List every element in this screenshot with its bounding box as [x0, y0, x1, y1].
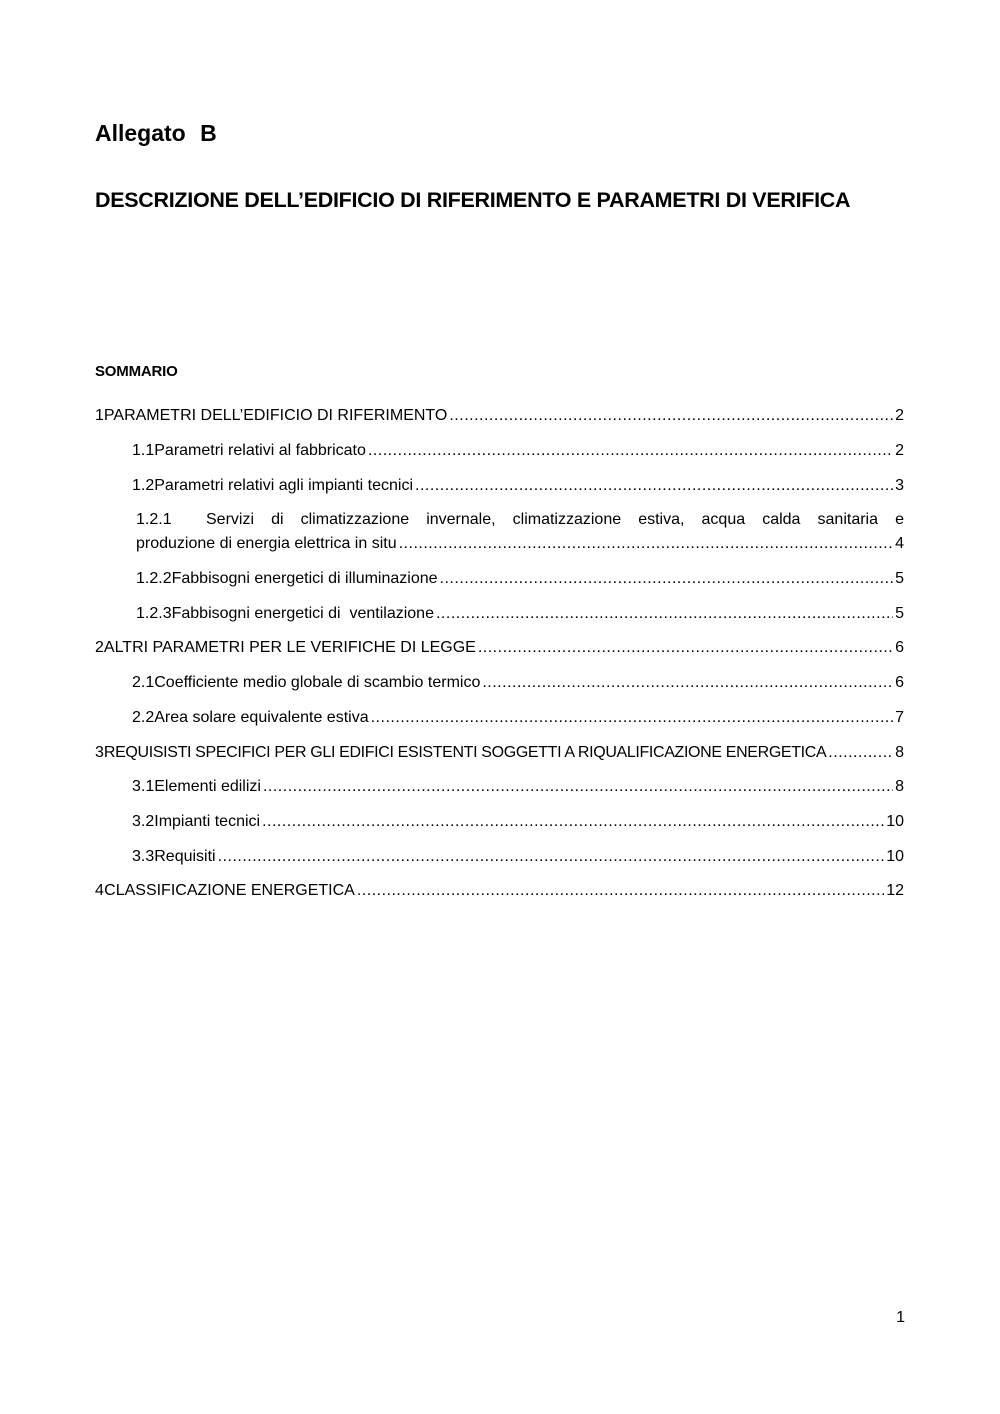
- toc-entry-3-1[interactable]: [132, 775, 904, 799]
- toc-entry-2[interactable]: [95, 636, 904, 660]
- toc-entry-title: PARAMETRI DELL’EDIFICIO DI RIFERIMENTO: [103, 407, 448, 424]
- toc-entry-3[interactable]: [95, 741, 904, 765]
- toc-dot-leader: [371, 706, 893, 730]
- toc-entry-4[interactable]: [95, 879, 904, 903]
- toc-dot-leader: [436, 602, 893, 626]
- toc-dot-leader: [218, 845, 885, 869]
- toc-word: di: [271, 511, 284, 528]
- toc-entry-1[interactable]: [95, 404, 904, 428]
- toc-entry-3-3[interactable]: [132, 845, 904, 869]
- toc-entry-page: 6: [895, 639, 904, 656]
- toc-entry-number: 2.1: [132, 674, 155, 691]
- toc-entry-number: 2: [95, 639, 104, 656]
- toc-entry-number: 4: [95, 882, 104, 899]
- toc-dot-leader: [449, 404, 893, 428]
- toc-entry-page: 10: [886, 813, 904, 830]
- toc-entry-page: 5: [895, 605, 904, 622]
- annex-label: Allegato B: [95, 120, 217, 146]
- toc-entry-number: 1: [95, 407, 104, 424]
- toc-dot-leader: [263, 775, 893, 799]
- toc-entry-title: CLASSIFICAZIONE ENERGETICA: [104, 882, 355, 899]
- toc-entry-page: 8: [895, 778, 904, 795]
- toc-dot-leader: [440, 567, 894, 591]
- toc-entry-page: 7: [895, 709, 904, 726]
- toc-entry-number: 1.2.2: [136, 570, 172, 587]
- toc-word: climatizzazione: [512, 511, 622, 528]
- toc-word: calda: [762, 511, 801, 528]
- toc-dot-leader: [482, 671, 893, 695]
- toc-dot-leader: [262, 810, 884, 834]
- toc-entry-title: Parametri relativi al fabbricato: [154, 442, 366, 459]
- toc-entry-1-2-3[interactable]: [136, 602, 904, 626]
- toc-entry-title: Requisiti: [154, 848, 216, 865]
- toc-entry-page: 6: [895, 674, 904, 691]
- toc-entry-number: 3.1: [132, 778, 155, 795]
- toc-entry-title: Fabbisogni energetici di ventilazione: [171, 605, 434, 622]
- toc-entry-page: 5: [895, 570, 904, 587]
- toc-entry-page: 2: [895, 442, 904, 459]
- toc-entry-title: Fabbisogni energetici di illuminazione: [171, 570, 438, 587]
- toc-entry-1-1[interactable]: [132, 439, 904, 463]
- toc-entry-title: Parametri relativi agli impianti tecnici: [154, 477, 414, 494]
- toc-entry-number: 1.2.3: [136, 605, 172, 622]
- page-number: 1: [896, 1309, 905, 1326]
- toc-entry-title: produzione di energia elettrica in situ: [136, 535, 397, 552]
- toc-dot-leader: [399, 532, 893, 556]
- toc-word: climatizzazione: [300, 511, 410, 528]
- toc-word: acqua: [701, 511, 746, 528]
- toc-word: invernale,: [426, 511, 496, 528]
- toc-entry-number: 3.2: [132, 813, 155, 830]
- toc-entry-number: 1.1: [132, 442, 155, 459]
- toc-entry-number: 1.2.1: [136, 511, 172, 528]
- toc-entry-title-line1: [136, 508, 904, 532]
- toc-entry-2-2[interactable]: [132, 706, 904, 730]
- toc-entry-number: 3: [95, 744, 104, 761]
- toc-entry-page: 2: [895, 407, 904, 424]
- toc-dot-leader: [478, 636, 893, 660]
- toc-entry-number: 1.2: [132, 477, 155, 494]
- toc-entry-1-2-2[interactable]: [136, 567, 904, 591]
- toc-dot-leader: [368, 439, 893, 463]
- toc-entry-page: 4: [895, 535, 904, 552]
- toc-entry-page: 12: [886, 882, 904, 899]
- toc-entry-2-1[interactable]: [132, 671, 904, 695]
- toc-entry-number: 3.3: [132, 848, 155, 865]
- toc-entry-1-2-1[interactable]: [136, 508, 904, 556]
- toc-word: Servizi: [206, 511, 255, 528]
- toc-dot-leader: [357, 879, 884, 903]
- document-title: DESCRIZIONE DELL’EDIFICIO DI RIFERIMENTO E PARAMETRI DI VERIFICA: [95, 188, 851, 212]
- toc-entry-1-2[interactable]: [132, 474, 904, 498]
- toc-entry-3-2[interactable]: [132, 810, 904, 834]
- toc-entry-title: Area solare equivalente estiva: [154, 709, 369, 726]
- toc-word: e: [895, 511, 904, 528]
- toc-entry-title: Coefficiente medio globale di scambio termico: [154, 674, 481, 691]
- toc-entry-title: Impianti tecnici: [154, 813, 261, 830]
- toc-entry-title: Elementi edilizi: [154, 778, 261, 795]
- toc-dot-leader: [415, 474, 893, 498]
- toc-dot-leader: [828, 741, 893, 765]
- toc-heading: SOMMARIO: [95, 363, 178, 380]
- toc-entry-title: ALTRI PARAMETRI PER LE VERIFICHE DI LEGGE: [103, 639, 476, 656]
- toc-word: estiva,: [638, 511, 685, 528]
- toc-entry-page: 8: [895, 744, 904, 761]
- toc-entry-page: 10: [886, 848, 904, 865]
- toc-entry-number: 2.2: [132, 709, 155, 726]
- toc-entry-title: REQUISISTI SPECIFICI PER GLI EDIFICI ESISTENTI SOGGETTI A RIQUALIFICAZIONE ENERGETICA: [103, 744, 827, 761]
- toc-word: sanitaria: [817, 511, 879, 528]
- toc-entry-page: 3: [895, 477, 904, 494]
- toc-entry-title-line2: [136, 532, 904, 556]
